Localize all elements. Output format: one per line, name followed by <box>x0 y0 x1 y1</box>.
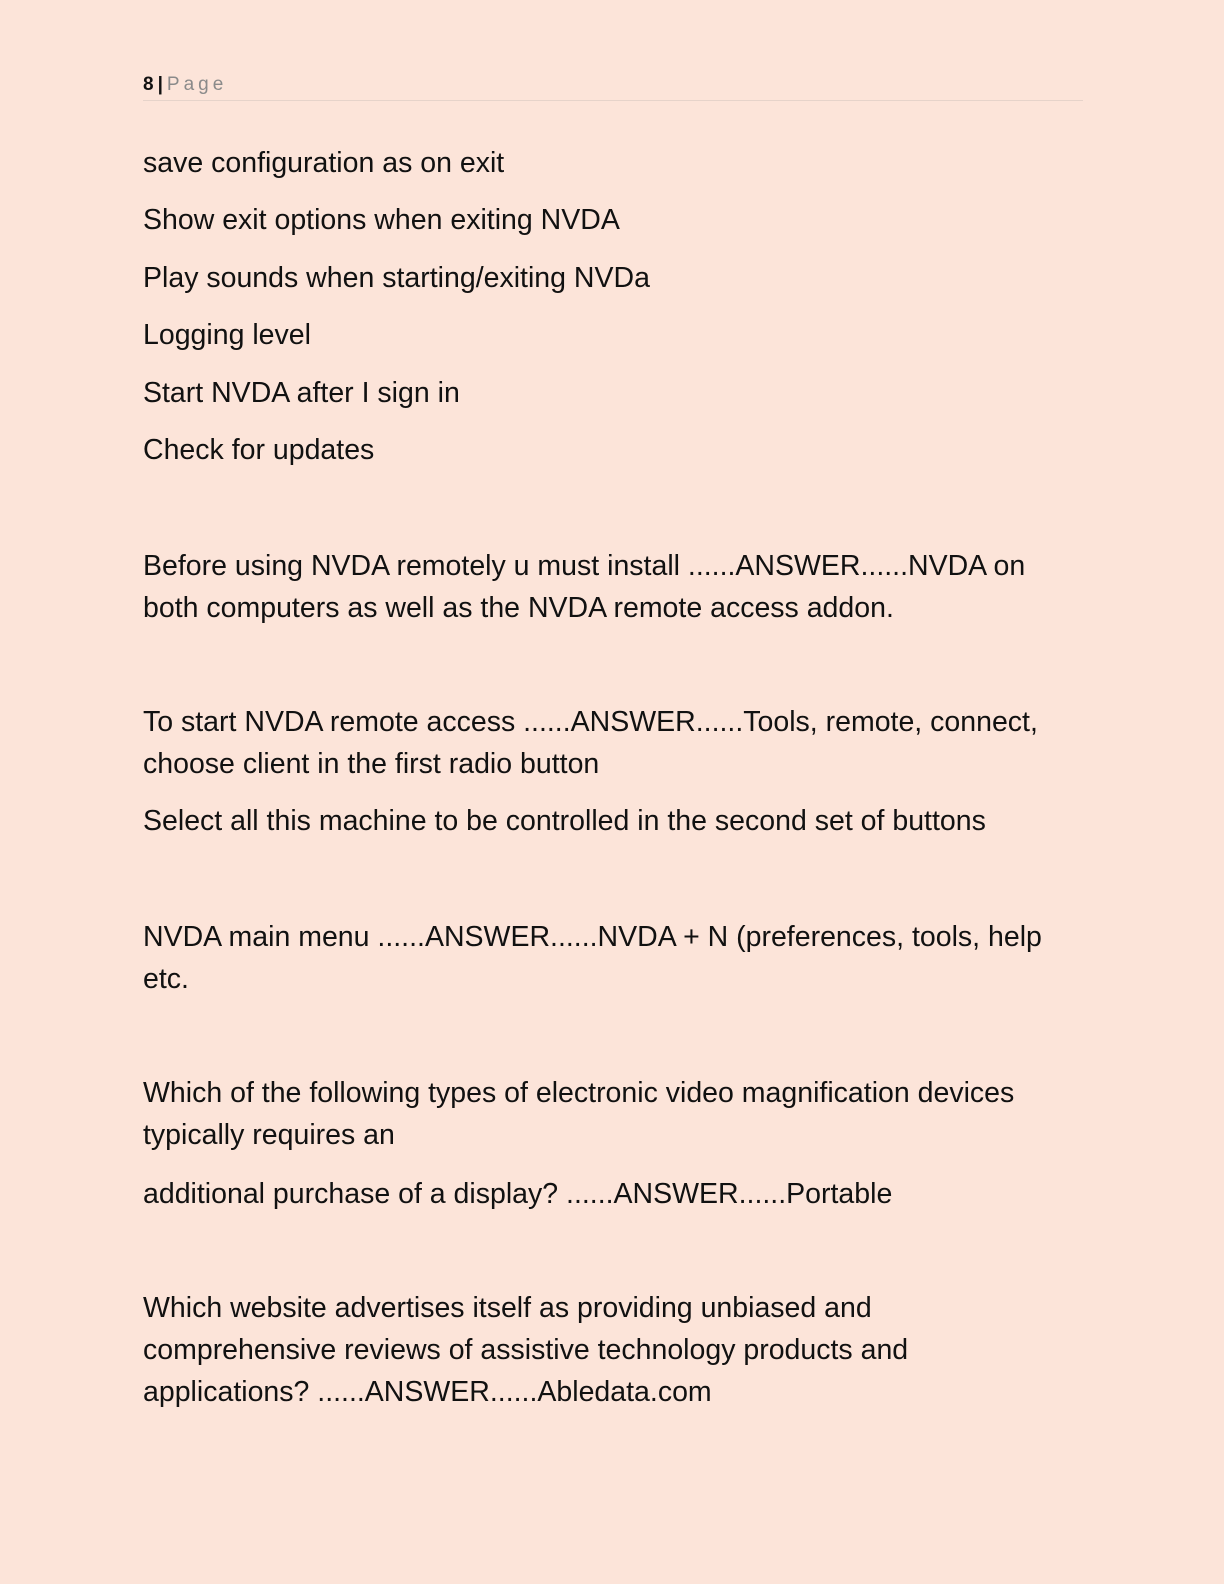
page-separator: | <box>157 74 163 95</box>
text-start-nvda: Start NVDA after I sign in <box>143 377 460 409</box>
text-play-sounds: Play sounds when starting/exiting NVDa <box>143 262 650 294</box>
text-show-exit-options: Show exit options when exiting NVDA <box>143 204 620 236</box>
page-header <box>143 72 1083 101</box>
text-magnification-answer: additional purchase of a display? ......ANSWER......Portable <box>143 1178 893 1210</box>
page-label: Page <box>166 74 228 95</box>
text-save-configuration: save configuration as on exit <box>143 147 505 179</box>
text-check-updates: Check for updates <box>143 434 375 466</box>
page-number: 8 <box>143 74 154 95</box>
paragraph-magnification-question: Which of the following types of electronic video magnification devices typically requires an <box>143 1077 1015 1151</box>
text-select-all: Select all this machine to be controlled in the second set of buttons <box>143 805 986 837</box>
paragraph-remote-install: Before using NVDA remotely u must install ......ANSWER......NVDA on both computers as well as the NVDA remote access addon. <box>143 550 1026 624</box>
paragraph-website-question: Which website advertises itself as providing unbiased and comprehensive reviews of assistive technology products and applications? ......ANSWER......Abledata.com <box>143 1292 909 1408</box>
paragraph-main-menu: NVDA main menu ......ANSWER......NVDA + N (preferences, tools, help etc. <box>143 921 1042 995</box>
paragraph-remote-start: To start NVDA remote access ......ANSWER......Tools, remote, connect, choose client in the first radio button <box>143 706 1038 780</box>
text-logging-level: Logging level <box>143 319 311 351</box>
